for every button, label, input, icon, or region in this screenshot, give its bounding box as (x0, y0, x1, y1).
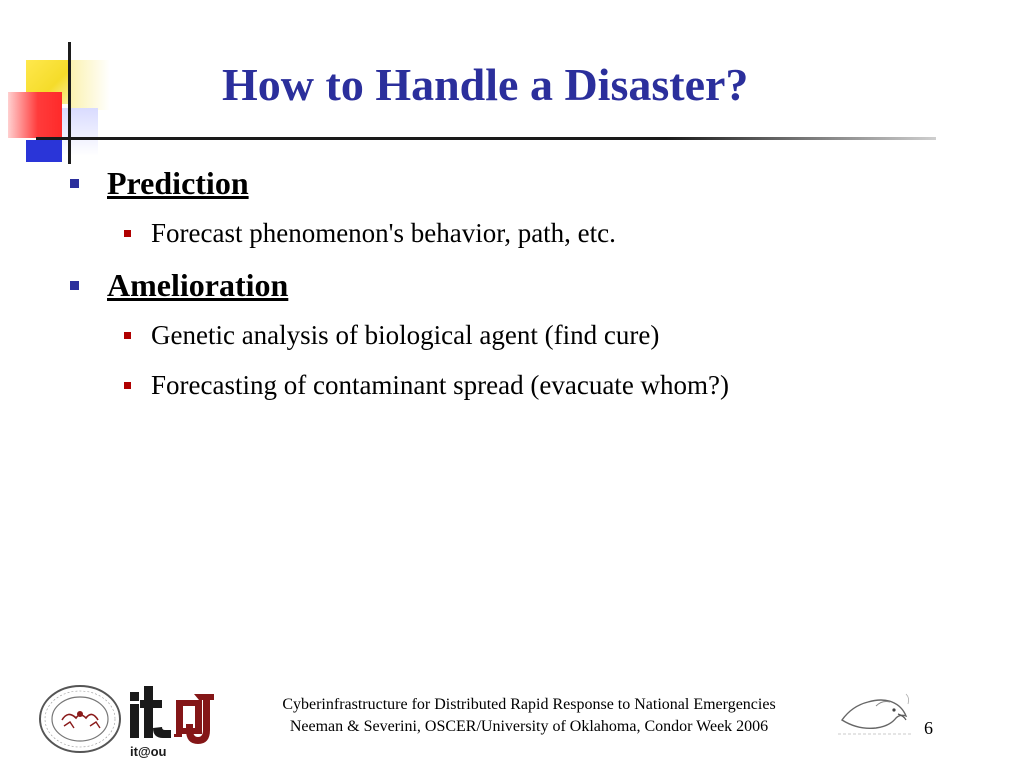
bullet-list (70, 156, 970, 410)
svg-text:it@ou: it@ou (130, 744, 167, 759)
bullet-item-amelioration (70, 258, 970, 310)
yellow-fade-square (70, 60, 110, 110)
square-bullet-icon (124, 230, 131, 237)
condor-sketch-icon (836, 686, 914, 742)
square-bullet-icon (70, 281, 79, 290)
footer-line-2: Neeman & Severini, OSCER/University of Oklahoma, Condor Week 2006 (289, 718, 769, 735)
sub-bullet-text: Genetic analysis of biological agent (find cure) (151, 319, 660, 350)
blue-square (26, 140, 62, 162)
corner-decoration (0, 0, 110, 170)
sub-bullet-text: Forecast phenomenon's behavior, path, etc. (151, 217, 616, 248)
footer-caption (222, 694, 836, 738)
sub-bullet-text: Forecasting of contaminant spread (evacuate whom?) (151, 369, 730, 400)
sub-bullet-item (70, 208, 970, 258)
sub-bullet-item (70, 310, 970, 360)
bullet-heading: Amelioration (107, 266, 289, 303)
red-square (8, 92, 62, 138)
page-number: 6 (924, 718, 933, 738)
vertical-rule (68, 42, 71, 164)
slide-title: How to Handle a Disaster? (222, 59, 749, 110)
square-bullet-icon (124, 332, 131, 339)
square-bullet-icon (124, 382, 131, 389)
it-at-ou-logo (126, 680, 178, 764)
title-underline-rule (36, 137, 936, 140)
footer-line-1: Cyberinfrastructure for Distributed Rapid Response to National Emergencies (282, 696, 776, 713)
oscer-seal-logo (38, 684, 122, 754)
square-bullet-icon (70, 179, 79, 188)
sub-bullet-item (70, 360, 970, 410)
slide-footer (0, 676, 1024, 768)
bullet-item-prediction (70, 156, 970, 208)
ou-interlocking-logo (172, 690, 218, 750)
bullet-heading: Prediction (107, 164, 249, 201)
